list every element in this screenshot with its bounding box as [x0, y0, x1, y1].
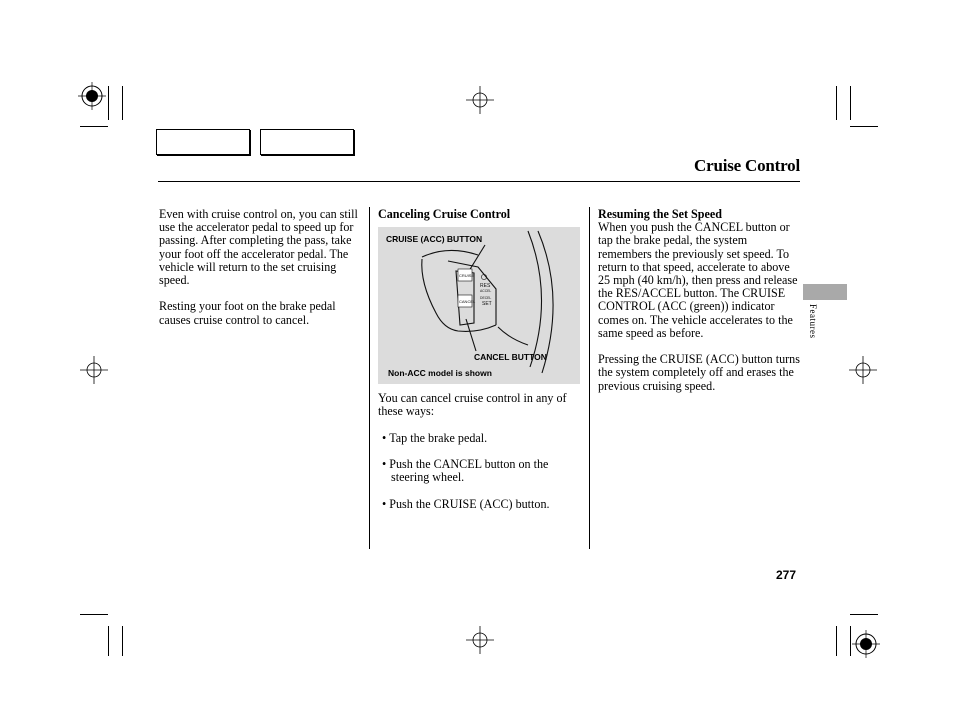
- button-res-text: RES: [480, 283, 491, 289]
- list-item: • Push the CANCEL button on the steering wheel.: [382, 456, 549, 485]
- page-number: 277: [776, 568, 797, 582]
- button-accel-text: ACCEL: [480, 289, 492, 293]
- figure-caption: Non-ACC model is shown: [388, 368, 492, 378]
- column-divider-1: [369, 207, 370, 549]
- paragraph-cancel-intro: You can cancel cruise control in any of these ways:: [378, 391, 567, 419]
- label-cancel-button: CANCEL BUTTON: [474, 352, 547, 362]
- paragraph-resume: When you push the CANCEL button or tap the brake pedal, the system remembers the previously set speed. To return to that speed, accelerate to above 25 mph (40 km/h), then press and release the RES/ACCEL button. The CRUISE CONTROL (ACC (green)) indicator comes on. The vehicle accelerates to the same speed as before.: [598, 220, 798, 340]
- paragraph-cruise-off: Pressing the CRUISE (ACC) button turns the system completely off and erases the previous cruising speed.: [598, 352, 800, 393]
- section-tab: [803, 284, 847, 300]
- button-decel-text: DECEL: [480, 296, 492, 300]
- section-heading-resuming: Resuming the Set Speed: [598, 207, 722, 221]
- column-1: [159, 208, 364, 340]
- steering-wheel-figure: [378, 227, 580, 384]
- button-cruise-text: CRUISE: [459, 273, 475, 278]
- column-2-heading: [378, 208, 583, 221]
- page-title: Cruise Control: [694, 156, 800, 175]
- nav-button-previous[interactable]: [156, 129, 250, 155]
- button-set-text: SET: [482, 301, 492, 307]
- title-rule: [158, 181, 800, 182]
- paragraph-passing: Even with cruise control on, you can still use the accelerator pedal to speed up for passing. After completing the pass, take your foot off the accelerator pedal. The vehicle will return to the set cruising speed.: [159, 207, 358, 288]
- button-cancel-text: CANCEL: [459, 299, 476, 304]
- paragraph-brake: Resting your foot on the brake pedal causes cruise control to cancel.: [159, 299, 336, 327]
- label-cruise-button: CRUISE (ACC) BUTTON: [386, 234, 483, 244]
- list-item: • Push the CRUISE (ACC) button.: [382, 496, 550, 511]
- section-heading-canceling: Canceling Cruise Control: [378, 207, 511, 221]
- target-top-left: [78, 82, 106, 110]
- target-bottom-right: [852, 630, 880, 658]
- section-label: Features: [808, 304, 818, 339]
- nav-button-next[interactable]: [260, 129, 354, 155]
- column-divider-2: [589, 207, 590, 549]
- list-item: • Tap the brake pedal.: [382, 430, 488, 445]
- column-2-body: [378, 392, 583, 524]
- column-3: [598, 208, 800, 406]
